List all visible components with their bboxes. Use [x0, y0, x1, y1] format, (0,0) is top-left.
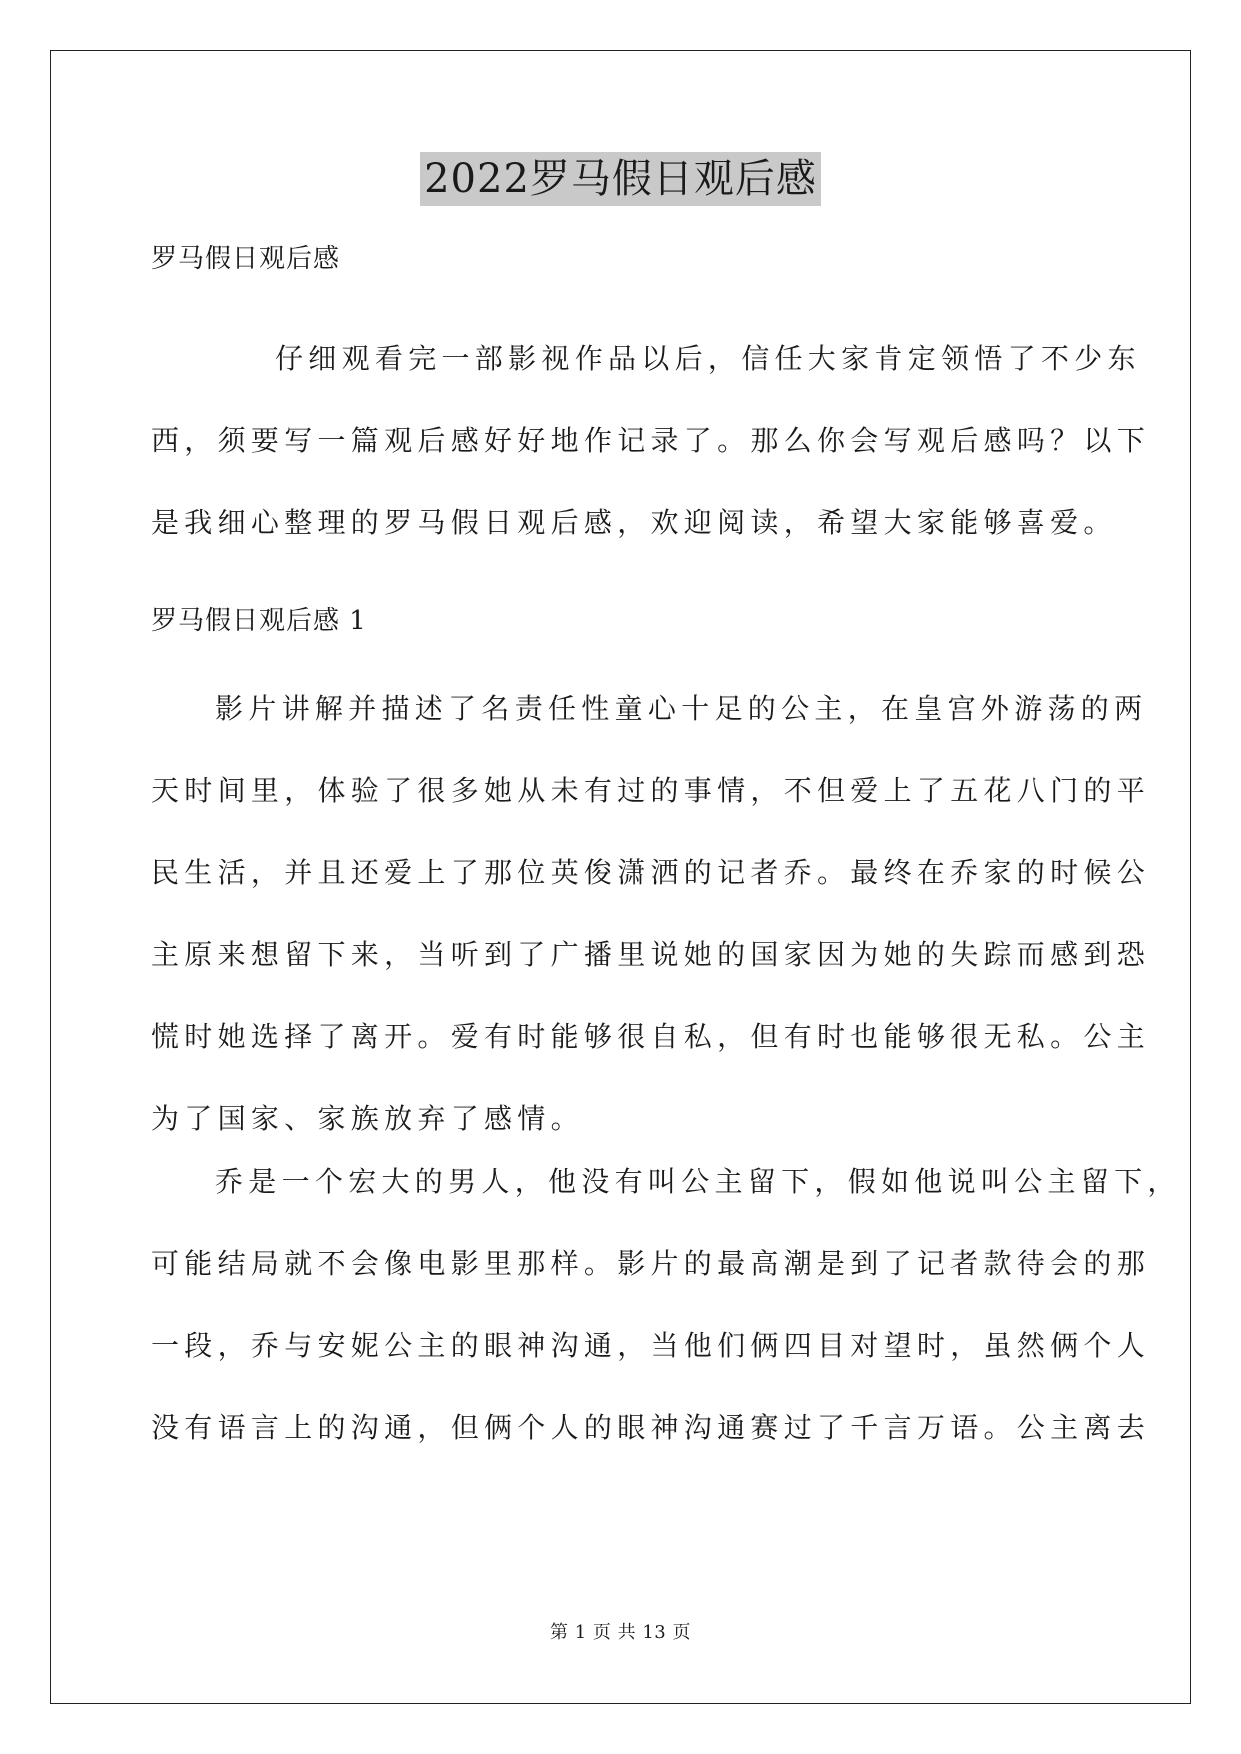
intro-line: 西，须要写一篇观后感好好地作记录了。那么你会写观后感吗？以下: [151, 424, 1151, 457]
paragraph-line: 影片讲解并描述了名责任性童心十足的公主，在皇宫外游荡的两: [215, 692, 1148, 725]
paragraph-line: 没有语言上的沟通，但俩个人的眼神沟通赛过了千言万语。公主离去: [151, 1411, 1151, 1444]
document-title: 2022罗马假日观后感: [420, 152, 821, 206]
intro-line: 仔细观看完一部影视作品以后，信任大家肯定领悟了不少东: [275, 342, 1141, 375]
section-heading: 罗马假日观后感 1: [151, 606, 367, 636]
paragraph-line: 天时间里，体验了很多她从未有过的事情，不但爱上了五花八门的平: [151, 774, 1151, 807]
paragraph-line: 乔是一个宏大的男人，他没有叫公主留下，假如他说叫公主留下，: [215, 1165, 1181, 1198]
paragraph-line: 民生活，并且还爱上了那位英俊潇洒的记者乔。最终在乔家的时候公: [151, 856, 1151, 889]
paragraph-line: 主原来想留下来，当听到了广播里说她的国家因为她的失踪而感到恐: [151, 938, 1151, 971]
paragraph-line: 可能结局就不会像电影里那样。影片的最高潮是到了记者款待会的那: [151, 1247, 1151, 1280]
body-paragraph-2: [151, 1141, 1181, 1469]
paragraph-line: 慌时她选择了离开。爱有时能够很自私，但有时也能够很无私。公主: [151, 1020, 1151, 1053]
document-subtitle: 罗马假日观后感: [151, 244, 341, 274]
page-number: 第 1 页 共 13 页: [550, 1622, 691, 1643]
paragraph-line: 为了国家、家族放弃了感情。: [151, 1102, 584, 1135]
body-paragraph-1: [151, 668, 1151, 1160]
paragraph-line: 一段，乔与安妮公主的眼神沟通，当他们俩四目对望时，虽然俩个人: [151, 1329, 1151, 1362]
intro-line: 是我细心整理的罗马假日观后感，欢迎阅读，希望大家能够喜爱。: [151, 506, 1117, 539]
intro-paragraph: [151, 318, 1151, 564]
title-container: [0, 152, 1241, 206]
